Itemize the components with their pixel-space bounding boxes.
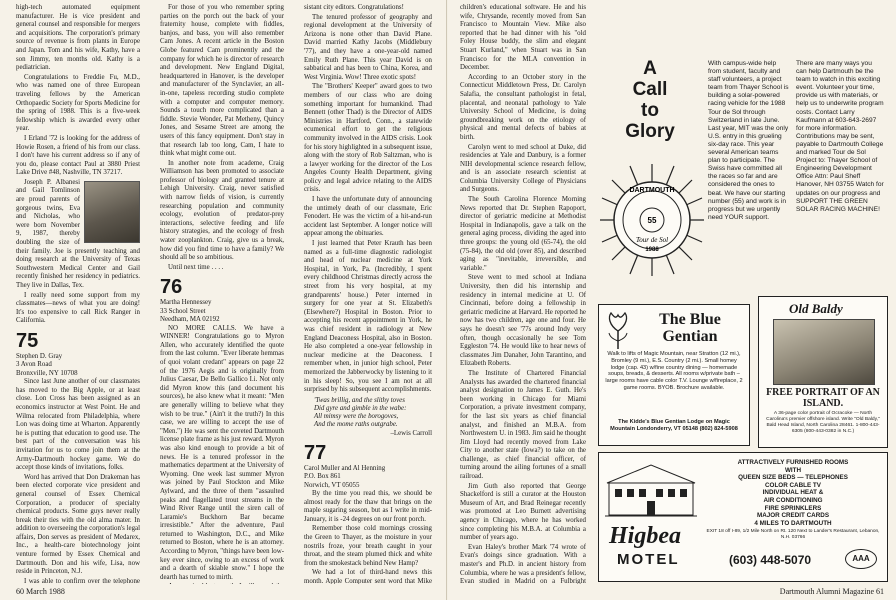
logo-bottom-text: Tour de Sol	[635, 236, 669, 244]
call-to-glory-title	[602, 58, 698, 142]
higbea-heading: ATTRACTIVELY FURNISHED ROOMS	[737, 459, 849, 466]
higbea-features	[703, 459, 883, 527]
correspondent-name: Martha Hennessey	[160, 299, 212, 307]
island-brochure-image	[773, 319, 875, 385]
title-line: to	[641, 100, 659, 121]
paragraph: Congratulations to Freddie Fu, M.D., who was named one of three European traveling fellows by the American Orthopaedic Society for Sports Medicine for the spring of 1988. This is a five-week fellowship which is awarded every other year.	[16, 73, 140, 133]
paragraph: I Erland '72 is looking for the address of Howie Rosen, a friend of his from our class. I don't have his current address so if any of you do, please contact Paul at 3880 Priest Lake Drive #48, Nashville, TN 37217.	[16, 134, 140, 177]
dartmouth-tour-de-sol-logo	[600, 162, 704, 278]
page-folio-right: Dartmouth Alumni Magazine 61	[779, 587, 884, 596]
higbea-motel-label: MOTEL	[617, 551, 680, 568]
poem-line: 'Twas brillig, and the slithy toves	[314, 396, 405, 404]
paragraph: NO MORE CALLS. We have a WINNER! Congratulations go to Myron Allen, who accurately identified the quote from the last column. "Ever liberate hemmas of quoi volant credant" appears on page 22 of the 1976 Aegis and is originally from Julius Caesar, De Bello Gallico I.i. Not only did Myron know this (and document his sources), he also knew what it meant: "Men are generally willing to believe what they wish to be true." (Ain't it the truth?) In this case, we are willing to accept the use of "Men.") He was sent the coveted Dartmouth license plate frame as his just reward. Myron was also kind enough to provide a bit of news. He is a tenured professor in the mathematics department at the University of Wyoming. One week last summer Myron was joined by Paul Stockton and Mike Aylward, and the three of them "assaulted peaks and flagellated trout streams in the Wind River Range until the siren call of Laramie's Buckhorn Bar became irresistible." After the adventure, Paul returned to Washington, D.C., and Mike returned to Boston, where he is an attorney. According to Myron, "things have been low-key ever since, owing to an excess of work and a dearth of skiable snow." I hope the dearth has turned to mirth.	[160, 324, 284, 581]
paragraph: I really need some support from my classmates—news of what you are doing! It's too expensive to call Rick Ranger in California.	[16, 291, 140, 325]
photo-twins	[84, 181, 140, 243]
paragraph: I just learned that Peter Krauth has been named as a full-time diagnostic radiologist and head of nuclear medicine at York Hospital, in York, Pa. (Incredibly, I spent every childhood Christmas directly across the street from his very hospital, at my grandparents' house.) Peter interned in surgery for one year at St. Elizabeth's (Elsewhere?) Hospital in Boston. Prior to accepting his recent appointment in York, he was chief resident in radiology at New England Deaconess Hospital, also in Boston. He also completed a one-year fellowship in nuclear medicine at the Deaconess. I remember when, in junior high school, Peter memorized the Jabberwocky by listening to it in his sleep! So, you see I am not at all surprised by his subsequent accomplishments.	[304, 240, 432, 394]
class-year-heading: 76	[160, 276, 183, 299]
correspondent-street: 33 School Street	[160, 307, 206, 315]
paragraph: Joseph P. Albanesi and Gail Tomlinson are proud parents of gorgeous twins, Eva and Nicholas, who were born November 9, 1987, thereby doubling the size of their family. Joe is presently teaching and doing research at the University of Texas Southwestern Medical Center and Gail recently finished her residency in pediatrics. They live in Dallas, Tex.	[16, 178, 140, 289]
old-baldy-text: A 36-page color portrait of Ocracoke — North Carolina's premier offshore island. Write "Old Baldy," Bald Head Island, North Carolina 28461. 1-800-443-6305 (800-443-0382 in N.C.)	[766, 411, 880, 434]
paragraph: For those of you who remember spring parties on the porch out the back of your fraternity house, complete with fiddles, banjos, and bass, you will also remember Cam Jones. A recent article in the Boston Globe featured Cam prominently and the company for which he is director of research and development. New England Digital, headquartered in Hanover, is the developer and manufacturer of the Synclavier, an all-in-one, tapeless recording studio complete with a computer and computer memory. Sounds a touch more complicated than a fiddle. Stevie Wonder, Pat Metheny, Quincy Jones, and Sesame Street are among the users of this fancy equipment. Don't stay in that research lab too long, Cam, I hate to think what might come out.	[160, 4, 284, 158]
correspondent-city: Bronxville, NY 10708	[16, 369, 78, 377]
old-baldy-headline: FREE PORTRAIT OF AN ISLAND.	[766, 387, 880, 409]
class-year-heading: 75	[16, 329, 39, 352]
paragraph: In another note from academe, Craig Williamson has been promoted to associate professor of biology and granted tenure at Lehigh University. Craig, never satisfied with narrow fields of vision, is currently researching population and community ecology, evolution of predator-prey interactions, selective feeding and life history strategies, and the ecology of fresh water zooplankton. Craig, give us a break, how did you find time to have a family? We should all be so ambitious.	[160, 159, 284, 262]
paragraph: The South Carolina Florence Morning News reported that Dr. Stephen Rapoport, director of geriatric medicine at Methodist Hospital in Indianapolis, gave a talk on the general aging process, dividing the aged into three groups: the young old (65-74), the old (75-84), the old old (over 85), and described aging as "inevitable, irreversible, and variable."	[460, 196, 586, 272]
paragraph: Evan Haley's brother Mark '74 wrote of Evan's doings since graduation. With a master's and Ph.D. in ancient history from Columbia, where he was a president's fellow, Evan studied in Madrid on a Fulbright	[460, 543, 586, 584]
title-line: Gentian	[662, 328, 718, 345]
correspondent-street: 3 Avon Road	[16, 361, 52, 369]
feature-item: INDIVIDUAL HEAT &	[762, 489, 824, 497]
motel-building-illustration	[605, 461, 697, 519]
paragraph: high-tech automated equipment manufacturer. He is vice president and general counsel and responsible for mergers and acquisitions. The corporation's primary source of revenue is from plants in Europe and Japan. Tom and his wife, Kathy, have a son Jimmy, ten months old. Kathy is a pediatrician.	[16, 4, 140, 72]
correspondent-city: Needham, MA 02192	[160, 316, 220, 324]
paragraph: Since last June another of our classmates has moved to the Big Apple, or at least close. Lon Cross has been assigned as an economics instructor at West Point. He and Wilma relocated from Philadelphia, where Lon was doing time at Wharton. Apparently he is putting that education to good use. The best part of the conversation was his invitation for us to come join them at the Army-Dartmouth hockey game. We do accept those kinds of invitations, folks.	[16, 378, 140, 472]
poem-line: Did gyre and gimble in the wabe:	[314, 404, 407, 412]
paragraph: Remember those cold mornings crossing the Green to Thayer, as the moisture in your nostrils froze, your breath caught in your throat, and the steam plumed thick and white from the smokestack behind New Hamp?	[304, 525, 432, 567]
poem	[314, 397, 432, 438]
paragraph: Carolyn went to med school at Duke, did residencies at Yale and Danbury, is a former NIH developmental science research fellow, and is an associate research scientist at Columbia University College of Physicians and Surgeons.	[460, 143, 586, 194]
paragraph: Steve went to med school at Indiana University, then did his internship and residency in internal medicine at U. Of Cincinnati, before doing a fellowship in geriatric medicine at Harvard. He reported he now has two children, age one and four. He says he doesn't see '77s around Indy very often, though occasionally he see Tom Eggleston '74. He would like to hear news of classmates Jim Danaher, John Tarantino, and Elizabeth Roberts.	[460, 274, 586, 368]
blue-gentian-ad	[598, 304, 750, 446]
feature-item: FIRE SPRINKLERS	[764, 504, 822, 512]
left-column-3	[304, 4, 432, 584]
feature-item: WITH	[784, 466, 802, 474]
aaa-badge: AAA	[845, 549, 877, 569]
logo-year: 1988	[645, 247, 659, 253]
higbea-name: Higbea	[609, 523, 681, 549]
poem-line: And the mome raths outgrabe.	[314, 421, 398, 429]
blue-gentian-title	[635, 311, 745, 345]
left-column-1	[16, 4, 140, 584]
paragraph: The Institute of Chartered Financial Analysts has awarded the chartered financial analyst designation to James E. Guth. He's been working in Chicago for Miami Corporation, a private investment company, for the last six years as chief financial analyst, and finished an M.B.A. from Northwestern U. in 1983. Jim said he thought Jim Lloyd had recently moved from Lake City to another state (Iowa?) to take on the challenge, as chief financial officer, of turning around the ailing fortunes of a small railroad.	[460, 369, 586, 481]
correspondent-street: P.O. Box 861	[304, 473, 341, 481]
title-line: The Blue	[659, 311, 721, 328]
title-line: A	[643, 58, 657, 79]
poem-line: All mimsy were the borogoves,	[314, 413, 399, 421]
higbea-directions: EXIT 18 off I-89, 1/2 Mile North on Rt. 120 Next to Lander's Restaurant, Lebanon, N.H. 03766	[706, 529, 880, 540]
poem-attribution: –Lewis Carroll	[390, 429, 432, 437]
correspondent-name: Stephen D. Gray	[16, 352, 63, 360]
left-column-2	[160, 4, 284, 584]
blue-gentian-footer: The Kidde's Blue Gentian Lodge on Magic Mountain Londonderry, VT 05148 (802) 824-5908	[610, 419, 738, 432]
paragraph: By the time you read this, we should be almost ready for the thaw that brings on the maple sugaring season, but as I write in mid-January, it is -24 degrees on our front porch.	[304, 489, 432, 523]
correspondent-city: Norwich, VT 05055	[304, 481, 360, 489]
paragraph: I have the unfortunate duty of announcing the untimely death of our classmate, Eric Fenodert. He was the victim of a hit-and-run accident last September. A longer notice will appear among the obituaries.	[304, 196, 432, 238]
paragraph: The tenured professor of geography and regional development at the University of Arizona is none other than David Plane. David married Kathy Jacobs (Middlebury '77), and they have a one-year-old named Emily Ruth Plane. This year David is on sabbatical and has been to China, Korea, and West Virginia. Wow! Three exotic spots!	[304, 13, 432, 81]
paragraph: Jim Guth also reported that George Shackelford is still a curator at the Houston Museum of Art, and Brad Reinegar recently was promoted at Leo Burnett advertising agency in Chicago, where he has worked since completing his M.B.A. at Columbia a number of years ago.	[460, 482, 586, 542]
logo-top-text: DARTMOUTH	[629, 187, 675, 194]
higbea-motel-ad	[598, 452, 888, 582]
feature-item: 4 MILES TO DARTMOUTH	[754, 519, 832, 527]
paragraph: I was able to confirm over the telephone	[24, 577, 140, 584]
paragraph: Until next time . . . .	[168, 263, 224, 271]
correspondent-name: Carol Muller and Al Henning	[304, 464, 386, 472]
page-folio-left: 60 March 1988	[16, 587, 65, 596]
logo-number: 55	[647, 216, 657, 225]
paragraph: sistant city editors. Congratulations!	[304, 4, 404, 11]
paragraph: According to an October story in the Connecticut Middletown Press, Dr. Carolyn Salafia, the consultant pathologist in fetal, placental, and neonatal pathology to Yale University School of Medicine, is doing groundbreaking work on the etiology of physical and mental defects of babies at birth.	[460, 73, 586, 141]
feature-item: AIR CONDITIONING	[763, 496, 823, 504]
right-page	[448, 0, 896, 600]
right-column-1	[460, 4, 586, 584]
higbea-phone: (603) 448-5070	[729, 553, 812, 567]
feature-item: QUEEN SIZE BEDS — TELEPHONES	[738, 474, 848, 482]
feature-item: MAJOR CREDIT CARDS	[756, 512, 830, 520]
left-page	[0, 0, 447, 600]
call-to-glory-text-right: There are many ways you can help Dartmouth be the team to watch in this exciting event. Volunteer your time, provide us with materials, or help us to underwrite program costs. Contact Larry Kaufmann at 603-643-2697 for more information. Contributions may be sent, payable to Dartmouth College and marked Tour de Sol Project to: Thayer School of Engineering Development Office Attn: Paul Sheff Hanover, NH 03755 Watch for updates on our progress and SUPPORT THE GREEN SOLAR RACING MACHINE!	[796, 60, 884, 213]
call-to-glory-ad	[596, 52, 886, 292]
old-baldy-ad	[758, 296, 888, 448]
gentian-flower-icon	[605, 311, 631, 351]
title-line: Glory	[625, 121, 675, 142]
paragraph	[160, 583, 284, 584]
paragraph: children's educational software. He and his wife, Chrysande, recently moved from San Francisco to Mountain View. Mike also reported that he had dinner with his "old Foley House buddy, the slim and elegant Stuart Kurland," when Stuart was in San Francisco for the MLA convention in December.	[460, 4, 586, 72]
paragraph: We had a lot of third-hand news this month. Apple Computer sent word that Mike	[304, 569, 432, 584]
title-line: Call	[632, 79, 668, 100]
call-to-glory-text-left: With campus-wide help from student, faculty and staff volunteers, a project team from Thayer School is building a solar-powered racing vehicle for the 1988 Tour de Sol through Switzerland in late June. Last year, MIT was the only U.S. entry in this grueling six-day race. This year several American teams plan to participate. The Swiss have committed all the races so far and are considered the ones to beat. We have our starting number (55) and work is in progress but we urgently need YOUR support.	[708, 60, 789, 221]
blue-gentian-text: Walk to lifts of Magic Mountain, near Stratton (12 mi.), Bromley (9 mi.), E.S. Country (2 mi.). Small homey lodge (cap. 43) w/fine country dining — homemade soups, breads, & desserts. All rooms w/private bath – large rooms have cable color T.V. Lounge w/fireplace, 2 game rooms. BYOB. Brochure available.	[605, 351, 743, 391]
paragraph: The "Brothers' Keeper" award goes to two members of our class who are doing something important for humankind. Thad Bennett (other Thad) is the Director of AIDS Ministries in Hartford, Conn., a statewide ecumenical effort to get the religious community involved in the AIDS crisis. Look for his story highlighted in a subsequent issue, along with the story of Rob Saltzman, who is a lawyer working for the director of the Los Angeles County Health Department, giving policy and legal advice relating to the AIDS crisis.	[304, 83, 432, 194]
old-baldy-brand: Old Baldy	[789, 301, 843, 316]
class-year-heading: 77	[304, 441, 327, 464]
feature-item: COLOR CABLE TV	[765, 481, 821, 489]
paragraph: Word has arrived that Don Drakeman has been elected corporate vice president and general counsel of Essex Chemical Corporation, a producer of specialty chemical products. Some guys never really break their ties with the old alma mater. In addition to overseeing the corporation's legal affairs, Don serves as president of Medarex, Inc., a health-care biotechnology joint venture formed by Essex Chemical and Dartmouth. Don and his wife, Lisa, now reside in Princeton, N.J.	[16, 473, 140, 576]
